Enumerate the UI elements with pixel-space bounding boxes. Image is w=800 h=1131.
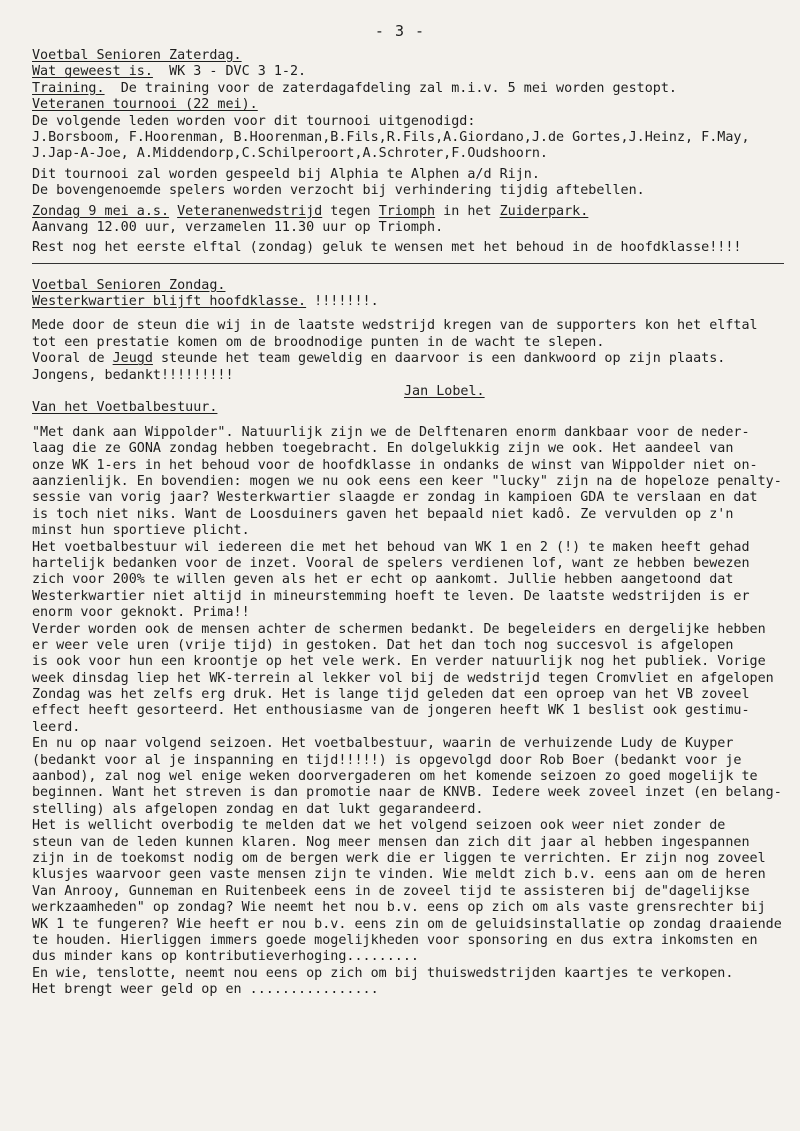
bestuur-line: (bedankt voor al je inspanning en tijd!!!!!) is opgevolgd door Rob Boer (bedankt voor je [32, 752, 742, 768]
signature: Jan Lobel. [404, 384, 485, 400]
veterans-match-time: Aanvang 12.00 uur, verzamelen 11.30 uur op Triomph. [32, 219, 444, 235]
zondag-heading: Voetbal Senioren Zondag. [32, 277, 226, 293]
zondag-line: tot een prestatie komen om de broodnodige punten in de wacht te slepen. [32, 334, 605, 350]
bestuur-line: werkzaamheden" op zondag? Wie neemt het nou b.v. eens op zich om als vaste grensrechter bij [32, 900, 766, 916]
bestuur-line: aanzienlijk. En bovendien: mogen we nu ook eens een keer "lucky" zijn na de hopeloze penalty- [32, 473, 782, 489]
bestuur-line: Het voetbalbestuur wil iedereen die met het behoud van WK 1 en 2 (!) te maken heeft gehad [32, 539, 750, 555]
bestuur-line: week dinsdag liep het WK-terrein al lekker vol bij de wedstrijd tegen Cromvliet en afgelopen [32, 670, 774, 686]
bestuur-line: beginnen. Want het streven is dan promotie naar de KNVB. Iedere week zoveel inzet (en belang- [32, 785, 782, 801]
bestuur-line: Het brengt weer geld op en ................ [32, 982, 379, 998]
tournament-line: J.Jap-A-Joe, A.Middendorp,C.Schilperoort,A.Schroter,F.Oudshoorn. [32, 146, 548, 162]
zaterdag-closing: Rest nog het eerste elftal (zondag) geluk te wensen met het behoud in de hoofdklasse!!!! [32, 240, 742, 256]
bestuur-line: aanbod), zal nog wel enige weken doorvergaderen om het komende seizoen zo goed mogelijk te [32, 769, 758, 785]
page-number: - 3 - [374, 22, 426, 40]
veterans-match: Zondag 9 mei a.s. Veteranenwedstrijd tegen Triomph in het Zuiderpark. [32, 203, 589, 219]
bestuur-line: onze WK 1-ers in het behoud voor de hoofdklasse in ondanks de winst van Wippolder niet on- [32, 457, 758, 473]
bestuur-line: is toch niet niks. Want de Loosduiners gaven het bepaald niet kadô. Ze vervulden op z'n [32, 506, 734, 522]
bestuur-line: WK 1 te fungeren? Wie heeft er nou b.v. eens zin om de geluidsinstallatie op zondag draaiende [32, 916, 782, 932]
bestuur-line: is ook voor hun een kroontje op het vele werk. En verder natuurlijk nog het publiek. Vorige [32, 654, 766, 670]
bestuur-line: Verder worden ook de mensen achter de schermen bedankt. De begeleiders en dergelijke hebben [32, 621, 766, 637]
tournament-line: J.Borsboom, F.Hoorenman, B.Hoorenman,B.Fils,R.Fils,A.Giordano,J.de Gortes,J.Heinz, F.May, [32, 129, 750, 145]
bestuur-line: te houden. Hierliggen immers goede mogelijkheden voor sponsoring en dus extra inkomsten en [32, 932, 758, 948]
bestuur-line: "Met dank aan Wippolder". Natuurlijk zijn we de Delftenaren enorm dankbaar voor de neder- [32, 424, 750, 440]
zaterdag-result: Wat geweest is. WK 3 - DVC 3 1-2. [32, 64, 307, 80]
bestuur-line: klusjes waarvoor geen vaste mensen zijn te vinden. Wie meldt zich b.v. eens aan om de heren [32, 867, 766, 883]
bestuur-line: Van Anrooy, Gunneman en Ruitenbeek eens in de zoveel tijd te assisteren bij de"dagelijkse [32, 883, 750, 899]
tournament-info: Dit tournooi zal worden gespeeld bij Alphia te Alphen a/d Rijn. [32, 166, 540, 182]
bestuur-line: En wie, tenslotte, neemt nou eens op zich om bij thuiswedstrijden kaartjes te verkopen. [32, 965, 734, 981]
bestuur-line: En nu op naar volgend seizoen. Het voetbalbestuur, waarin de verhuizende Ludy de Kuyper [32, 736, 734, 752]
section-divider [32, 263, 784, 264]
zondag-line: Jongens, bedankt!!!!!!!!! [32, 367, 234, 383]
bestuur-line: zich voor 200% te willen geven als het er echt op aankomt. Jullie hebben aangetoond dat [32, 572, 734, 588]
zaterdag-training: Training. De training voor de zaterdagafdeling zal m.i.v. 5 mei worden gestopt. [32, 80, 677, 96]
bestuur-line: zijn in de toekomst nodig om de bergen werk die er liggen te verrichten. Er zijn nog zoveel [32, 850, 766, 866]
bestuur-line: hartelijk bedanken voor de inzet. Vooral de spelers verdienen lof, want ze hebben bewezen [32, 555, 750, 571]
zondag-line: Vooral de Jeugd steunde het team geweldig en daarvoor is een dankwoord op zijn plaats. [32, 351, 726, 367]
zaterdag-heading: Voetbal Senioren Zaterdag. [32, 48, 242, 63]
bestuur-line: steun van de leden kunnen klaren. Nog meer mensen dan zich dit jaar al hebben ingespannen [32, 834, 750, 850]
bestuur-line: Zondag was het zelfs erg druk. Het is lange tijd geleden dat een oproep van het VB zoveel [32, 687, 750, 703]
bestuur-line: er weer vele uren (vrije tijd) in gestoken. Dat het dan toch nog succesvol is afgelopen [32, 637, 734, 653]
bestuur-line: laag die ze GONA zondag hebben toegebracht. En dolgelukkig zijn we ook. Het aandeel van [32, 441, 734, 457]
tournament-line: De volgende leden worden voor dit tournooi uitgenodigd: [32, 113, 476, 129]
zondag-subheading: Westerkwartier blijft hoofdklasse. !!!!!!!. [32, 294, 379, 310]
tournament-heading: Veteranen tournooi (22 mei). [32, 97, 258, 113]
bestuur-heading: Van het Voetbalbestuur. [32, 400, 218, 416]
zondag-line: Mede door de steun die wij in de laatste wedstrijd kregen van de supporters kon het elftal [32, 318, 758, 334]
bestuur-line: enorm voor geknokt. Prima!! [32, 605, 250, 621]
bestuur-line: stelling) als afgelopen zondag en dat lukt gegarandeerd. [32, 801, 484, 817]
bestuur-line: sessie van vorig jaar? Westerkwartier slaagde er zondag in kampioen GDA te verslaan en dat [32, 490, 758, 506]
bestuur-line: leerd. [32, 719, 81, 735]
document-body [32, 48, 784, 998]
tournament-info: De bovengenoemde spelers worden verzocht bij verhindering tijdig aftebellen. [32, 183, 645, 199]
bestuur-line: effect heeft gesorteerd. Het enthousiasme van de jongeren heeft WK 1 beslist ook gestimu- [32, 703, 750, 719]
bestuur-line: Westerkwartier niet altijd in mineurstemming hoeft te leven. De laatste wedstrijden is er [32, 588, 750, 604]
bestuur-body [32, 425, 784, 999]
bestuur-line: minst hun sportieve plicht. [32, 523, 250, 539]
bestuur-line: Het is wellicht overbodig te melden dat we het volgend seizoen ook weer niet zonder de [32, 818, 726, 834]
bestuur-line: dus minder kans op kontributieverhoging......... [32, 949, 419, 965]
